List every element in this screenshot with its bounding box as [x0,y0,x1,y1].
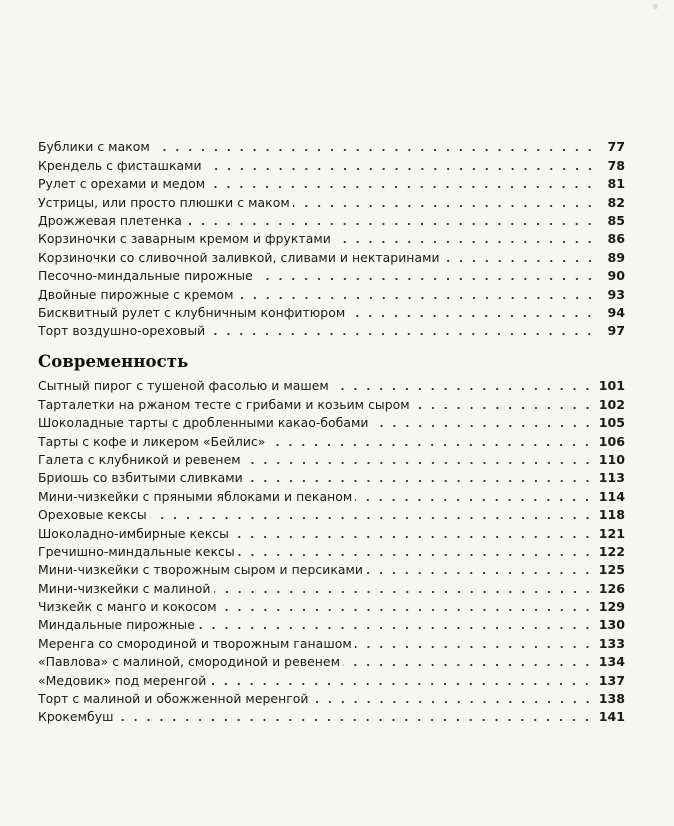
toc-entry [38,211,625,229]
toc-entry-page-number: 137 [598,672,625,688]
dot-leader [355,634,594,651]
toc-list [38,376,625,725]
toc-entry-title: Гречишно-миндальные кексы [38,543,235,559]
dot-leader [256,266,596,283]
toc-entry-title: Мини-чизкейки с малиной [38,580,211,596]
dot-leader [293,193,596,210]
toc-entry-page-number: 138 [598,691,625,707]
toc-entry-title: Корзиночки с заварным кремом и фруктами [38,231,331,247]
toc-entry-title: Рулет с орехами и медом [38,176,206,192]
dot-leader [153,137,596,154]
toc-entry [38,542,625,560]
dot-leader [198,615,594,632]
toc-entry-title: Тарталетки на ржаном тесте с грибами и козьим сыром [38,396,410,412]
dot-leader [238,542,594,559]
toc-entry-page-number: 86 [607,231,625,247]
toc-entry-title: Торт с малиной и обожженной меренгой [38,691,309,707]
toc-entry-page-number: 126 [598,580,625,596]
toc-entry [38,431,625,449]
toc-entry [38,174,625,192]
toc-entry [38,707,625,725]
dot-leader [443,248,596,265]
dot-leader [372,413,594,430]
toc-entry [38,284,625,302]
toc-entry-page-number: 105 [598,415,625,431]
dot-leader [244,450,594,467]
dot-leader [214,579,594,596]
toc-entry-title: Меренга со смородиной и творожным ганашом [38,635,352,651]
toc-entry-page-number: 110 [598,451,625,467]
toc-entry-title: Бриошь со взбитыми сливками [38,470,243,486]
toc-entry-title: Дрожжевая плетенка [38,212,182,228]
dot-leader [413,395,594,412]
toc-entry-page-number: 113 [598,470,625,486]
toc-entry [38,266,625,284]
toc-entry-title: Двойные пирожные с кремом [38,286,234,302]
toc-entry-page-number: 94 [607,304,625,320]
toc-entry-page-number: 121 [598,525,625,541]
toc-entry [38,303,625,321]
toc-entry [38,652,625,670]
toc-entry-title: Крокембуш [38,709,114,725]
toc-entry [38,633,625,651]
dot-leader [268,432,593,449]
toc-entry [38,615,625,633]
toc-entry-title: «Медовик» под меренгой [38,672,207,688]
toc-entry [38,450,625,468]
toc-entry [38,578,625,596]
toc-entry [38,155,625,173]
toc-entry-title: Чизкейк с манго и кокосом [38,599,217,615]
toc-entry-page-number: 78 [607,157,625,173]
toc-entry [38,597,625,615]
toc-entry-page-number: 130 [598,617,625,633]
toc-entry [38,560,625,578]
toc-entry-page-number: 90 [607,268,625,284]
toc-entry-title: Тарты с кофе и ликером «Бейлис» [38,433,266,449]
toc-entry [38,229,625,247]
dot-leader [220,597,594,614]
toc-entry-page-number: 134 [598,654,625,670]
toc-entry [38,468,625,486]
toc-entry-title: Бублики с маком [38,139,150,155]
toc-entry-page-number: 129 [598,599,625,615]
toc-entry-title: Ореховые кексы [38,507,147,523]
toc-entry-title: Сытный пирог с тушеной фасолью и машем [38,378,329,394]
toc-entry [38,247,625,265]
toc-section-previous [38,137,625,339]
toc-entry-page-number: 133 [598,635,625,651]
toc-entry-title: Устрицы, или просто плюшки с маком [38,194,290,210]
dot-leader [232,524,594,541]
toc-entry-page-number: 118 [598,507,625,523]
toc-entry-page-number: 89 [607,249,625,265]
toc-entry-page-number: 77 [607,139,625,155]
toc-entry-page-number: 102 [598,396,625,412]
toc-entry-title: Галета с клубникой и ревенем [38,451,241,467]
toc-entry-title: «Павлова» с малиной, смородиной и ревенем [38,654,340,670]
dot-leader [185,211,596,228]
toc-entry-page-number: 122 [598,543,625,559]
dot-leader [332,376,594,393]
toc-entry-page-number: 97 [607,323,625,339]
toc-entry-title: Шоколадно-имбирные кексы [38,525,229,541]
dot-leader [237,285,596,302]
toc-entry-title: Бисквитный рулет с клубничным конфитюром [38,304,346,320]
dot-leader [348,303,596,320]
dot-leader [208,321,596,338]
toc-entry-title: Торт воздушно-ореховый [38,323,206,339]
toc-entry [38,689,625,707]
toc-entry-page-number: 81 [607,176,625,192]
dot-leader [334,229,596,246]
section-heading: Современность [38,352,189,371]
toc-entry-title: Песочно-миндальные пирожные [38,268,253,284]
toc-entry [38,486,625,504]
dot-leader [246,468,594,485]
toc-entry-page-number: 82 [607,194,625,210]
toc-entry-title: Миндальные пирожные [38,617,195,633]
dot-leader [343,652,594,669]
toc-entry-title: Мини-чизкейки с пряными яблоками и пеканом [38,488,353,504]
toc-entry-title: Мини-чизкейки с творожным сыром и персиками [38,562,363,578]
toc-entry-page-number: 101 [598,378,625,394]
dot-leader [312,689,594,706]
toc-entry-page-number: 106 [598,433,625,449]
dot-leader [366,560,594,577]
toc-section-modern [38,351,625,725]
toc-entry-page-number: 85 [607,212,625,228]
toc-entry-title: Шоколадные тарты с дробленными какао-бобами [38,415,369,431]
toc-entry-title: Крендель с фисташками [38,157,202,173]
toc-entry-title: Корзиночки со сливочной заливкой, сливами и нектаринами [38,249,440,265]
toc-entry [38,394,625,412]
toc-entry-page-number: 114 [598,488,625,504]
toc-entry [38,192,625,210]
dot-leader [355,487,593,504]
dot-leader [150,505,594,522]
page-corner-mark [653,4,658,9]
toc-entry-page-number: 141 [598,709,625,725]
dot-leader [205,156,596,173]
toc-entry [38,523,625,541]
dot-leader [209,671,593,688]
dot-leader [208,174,596,191]
toc-entry [38,670,625,688]
toc-list [38,137,625,339]
toc-entry [38,137,625,155]
toc-entry-page-number: 125 [598,562,625,578]
toc-entry [38,505,625,523]
toc-entry [38,376,625,394]
toc-entry [38,321,625,339]
dot-leader [116,707,593,724]
toc-entry-page-number: 93 [607,286,625,302]
toc-entry [38,413,625,431]
